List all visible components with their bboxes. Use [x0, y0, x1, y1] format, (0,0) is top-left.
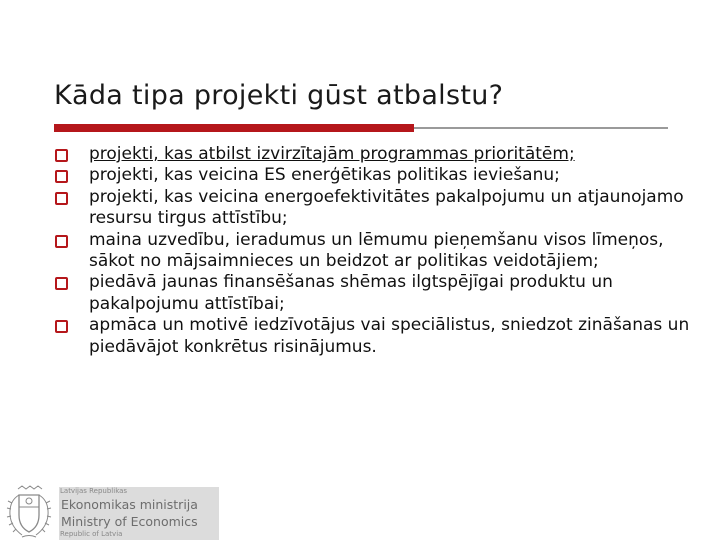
ministry-logo: [0, 483, 222, 540]
hollow-square-icon: [55, 320, 68, 333]
logo-bottom-caption: Republic of Latvia: [60, 530, 123, 538]
bullet-text: maina uzvedību, ieradumus un lēmumu pieņemšanu visos līmeņos, sākot no mājsaimnieces un beidzot ar politikas veidotājiem;: [89, 229, 664, 272]
bullet-text: projekti, kas veicina energoefektivitātes pakalpojumu un atjaunojamo resursu tirgus attīstību;: [89, 186, 684, 229]
bullet-text: piedāvā jaunas finansēšanas shēmas ilgtspējīgai produktu un pakalpojumu attīstībai;: [89, 272, 613, 314]
list-item: [54, 230, 694, 273]
logo-ministry-name-lv: Ekonomikas ministrija: [61, 497, 198, 512]
hollow-square-icon: [55, 277, 68, 290]
hollow-square-icon: [55, 192, 68, 205]
list-item: [54, 315, 694, 358]
title-accent-bar: [54, 124, 414, 132]
list-item: [54, 187, 694, 230]
list-item: [54, 165, 694, 186]
logo-top-caption: Latvijas Republikas: [60, 487, 128, 495]
bullet-text: apmāca un motivē iedzīvotājus vai speciālistus, sniedzot zināšanas un piedāvājot konkrētus risinājumus.: [89, 315, 690, 357]
bullet-text: projekti, kas veicina ES enerģētikas politikas ieviešanu;: [89, 165, 560, 186]
bullet-text: projekti, kas atbilst izvirzītajām programmas prioritātēm;: [89, 144, 575, 164]
hollow-square-icon: [55, 149, 68, 162]
slide-title: Kāda tipa projekti gūst atbalstu?: [54, 80, 504, 111]
hollow-square-icon: [55, 235, 68, 248]
logo-ministry-name-en: Ministry of Economics: [61, 514, 198, 529]
list-item: [54, 144, 694, 165]
coat-of-arms-icon: [4, 485, 54, 539]
hollow-square-icon: [55, 170, 68, 183]
list-item: [54, 272, 694, 315]
bullet-list: [54, 144, 694, 358]
